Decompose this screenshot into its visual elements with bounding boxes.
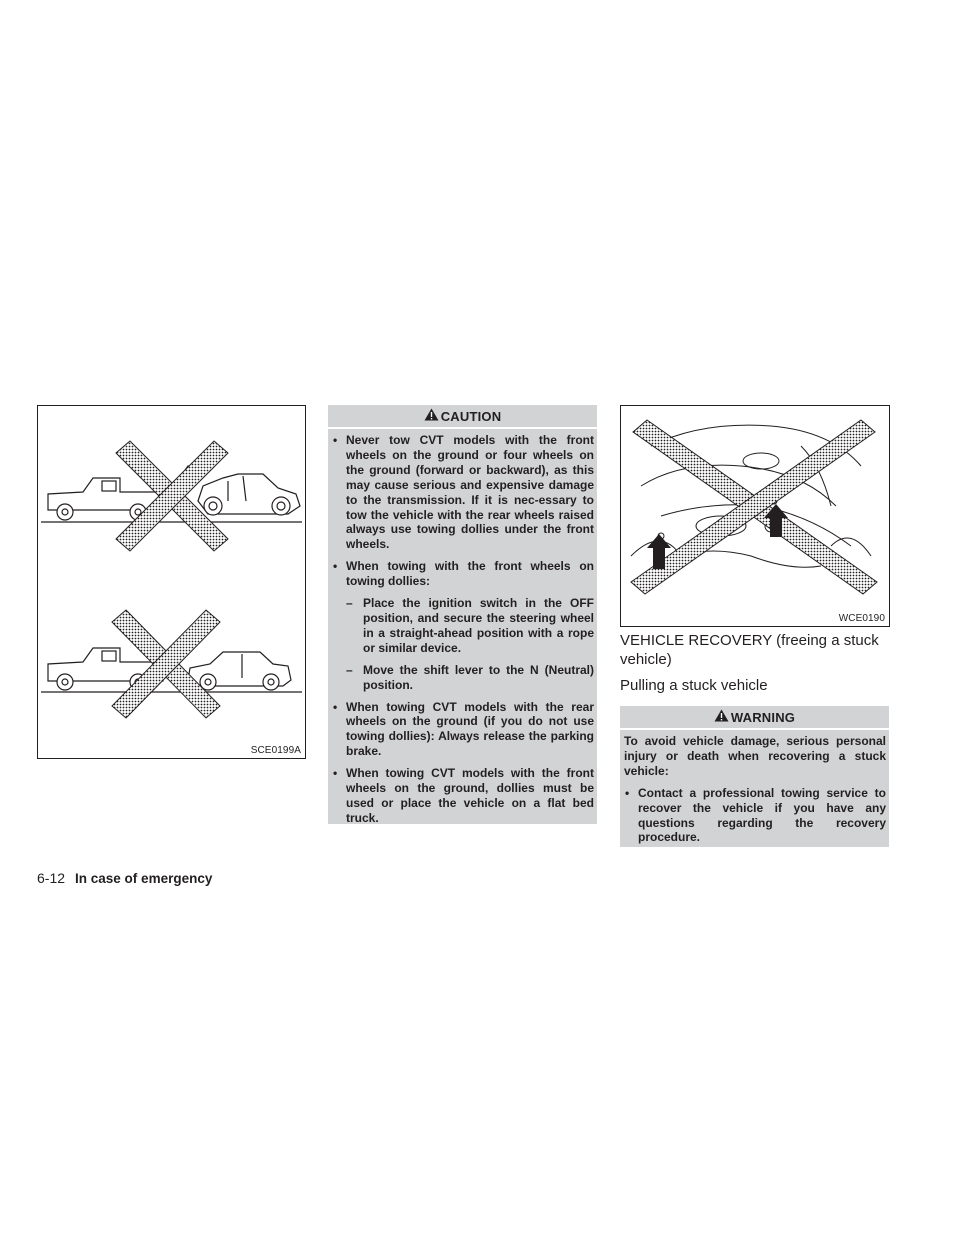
figure-code-right: WCE0190 — [838, 613, 885, 624]
towing-diagram — [38, 406, 305, 758]
prohibited-x-recovery — [631, 420, 877, 594]
page-footer — [37, 870, 212, 886]
warning-item: • Contact a professional towing service to recover the vehicle if you have any questions regarding the recovery procedure. — [625, 785, 886, 845]
caution-header — [328, 405, 597, 429]
warning-triangle-icon — [424, 408, 439, 424]
towed-car-bottom — [188, 652, 291, 690]
section-title: In case of emergency — [75, 871, 213, 886]
caution-item: • When towing CVT models with the front wheels on the ground, dollies must be used or place the vehicle on a flat bed truck. — [333, 766, 594, 825]
page-number: 6-12 — [37, 870, 66, 886]
warning-triangle-icon — [714, 709, 729, 725]
towed-car-top — [198, 474, 300, 515]
warning-title: WARNING — [730, 709, 796, 725]
figure-code-left: SCE0199A — [250, 745, 301, 756]
warning-intro: To avoid vehicle damage, serious personal injury or death when recovering a stuck vehicle: — [624, 734, 886, 778]
caution-item: • Never tow CVT models with the front wheels on the ground or four wheels on the ground (forward or backward), as this may cause serious and expensive damage to the transmission. If it is nec-essary to tow the vehicle with the rear wheels raised always use towing dollies under the front wheels. — [333, 433, 594, 552]
warning-box — [620, 706, 889, 847]
caution-subitem: – Move the shift lever to the N (Neutral) position. — [346, 662, 594, 692]
caution-item: • When towing with the front wheels on towing dollies: – Place the ignition switch in the OFF position, and secure the steering wheel in a straight-ahead position with a rope or similar device. – Move the shift lever to the N (Neutral) position. — [333, 559, 594, 692]
caution-subitem: – Place the ignition switch in the OFF position, and secure the steering wheel in a straight-ahead position with a rope or similar device. — [346, 596, 594, 655]
pulling-heading: Pulling a stuck vehicle — [620, 677, 768, 694]
caution-box — [328, 405, 597, 824]
caution-item: • When towing CVT models with the rear wheels on the ground (if you do not use towing dollies): Always release the parking brake. — [333, 699, 594, 759]
warning-header — [620, 706, 889, 730]
recovery-heading: VEHICLE RECOVERY (freeing a stuck vehicle) — [620, 632, 879, 668]
recovery-point-figure — [620, 405, 890, 627]
towing-illustration-figure — [37, 405, 306, 759]
recovery-diagram — [621, 406, 889, 626]
caution-title: CAUTION — [440, 408, 502, 424]
